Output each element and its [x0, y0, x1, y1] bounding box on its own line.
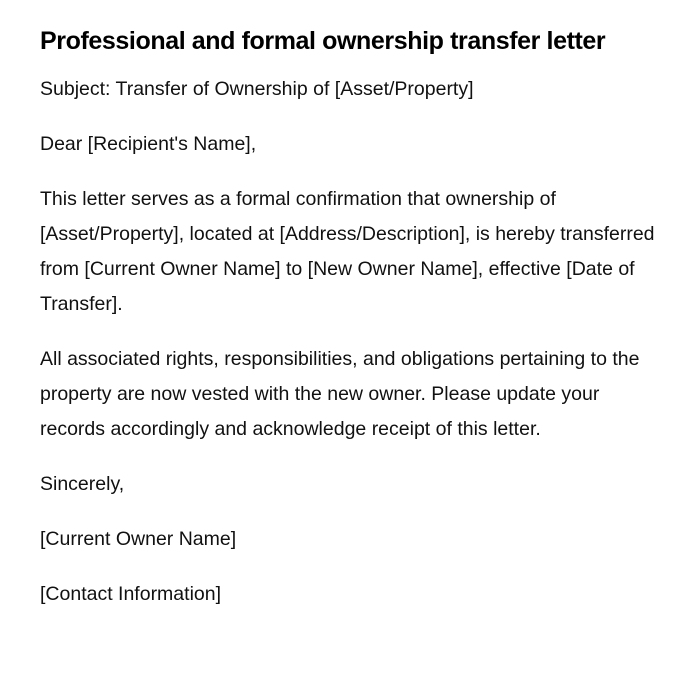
body-paragraph-transfer: This letter serves as a formal confirmation that ownership of [Asset/Property], located at [Address/Description], is hereby transferred from [Current Owner Name] to [New Owner Name], effective [Date of Transfer]. — [40, 188, 655, 315]
greeting: Dear [Recipient's Name], — [40, 133, 257, 155]
contact-information: [Contact Information] — [40, 583, 222, 605]
document-title: Professional and formal ownership transfer letter — [40, 27, 606, 55]
signature-name: [Current Owner Name] — [40, 528, 237, 550]
closing: Sincerely, — [40, 473, 125, 495]
body-paragraph-obligations: All associated rights, responsibilities, and obligations pertaining to the property are now vested with the new owner. Please update your records accordingly and acknowledge receipt of this letter. — [40, 348, 640, 440]
subject-line: Subject: Transfer of Ownership of [Asset/Property] — [40, 78, 474, 100]
